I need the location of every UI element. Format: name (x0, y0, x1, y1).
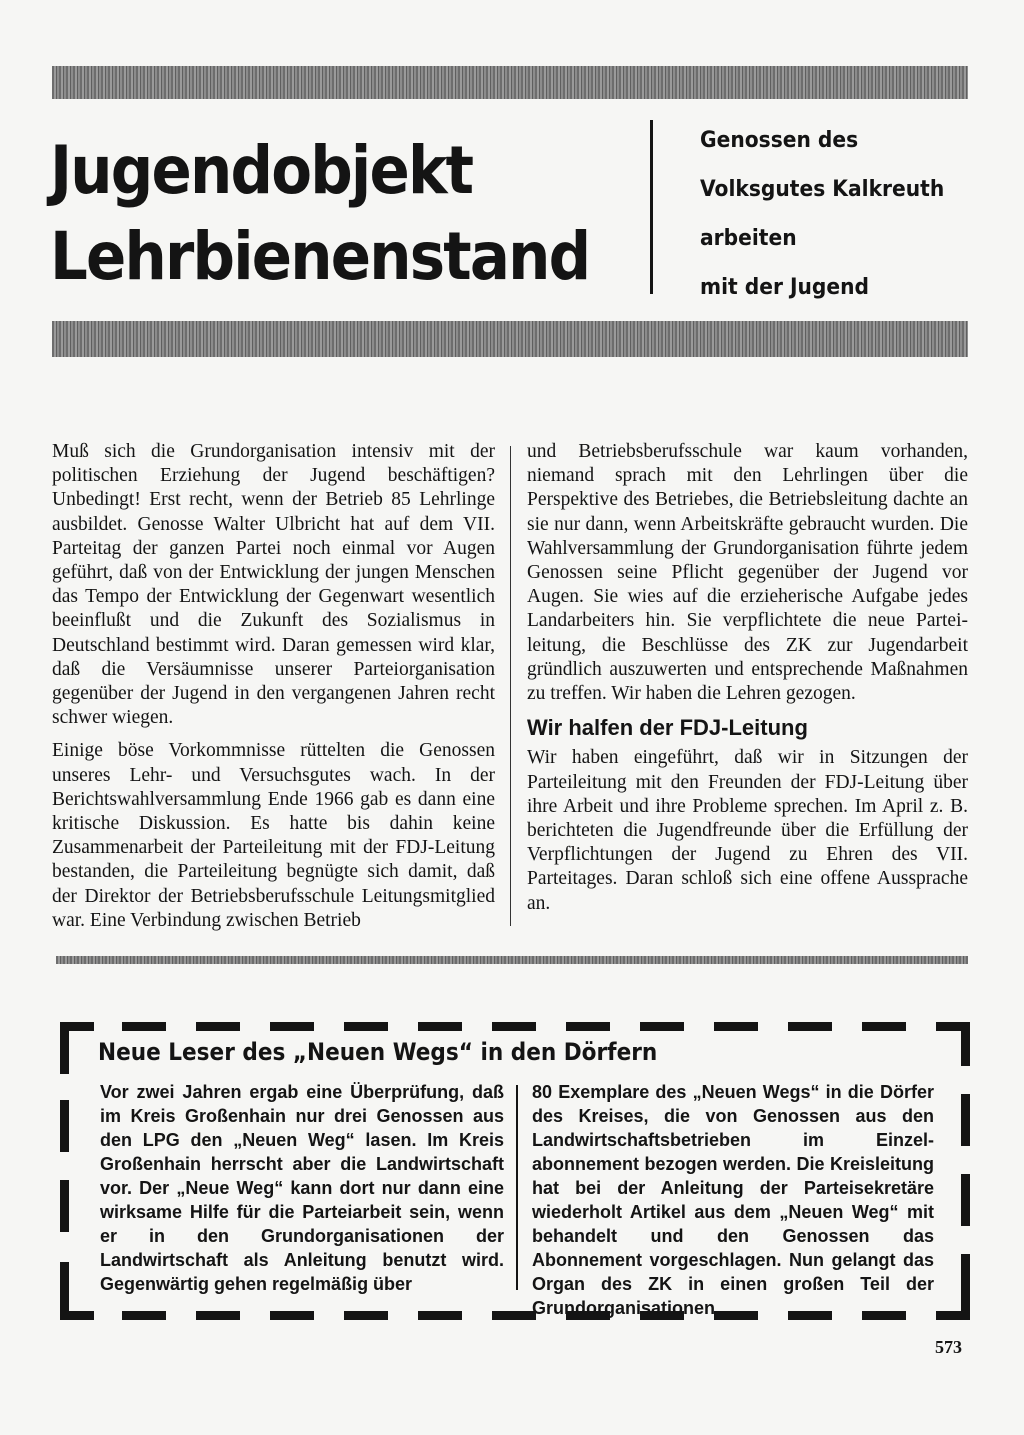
article-paragraph: und Betriebsberufsschule war kaum vorhanden, niemand sprach mit den Lehrlingen über die Perspektive des Betriebes, die Betriebsleitung dachte an sie nur dann, wenn Arbeitskräfte gebraucht wurden. Die Wahlversammlung der Grundorganisation führte jedem Genossen seine Pflicht gegenüber der Jugend vor Augen. Sie wies auf die erzieherische Aufgabe jedes Landarbeiters hin. Sie verpflichtete die neue Parteileitung, die Beschlüsse des ZK zur Jugendarbeit gründlich auszuwerten und entsprechende Maßnahmen zu treffen. Wir haben die Lehren gezogen. (527, 441, 968, 705)
frame-dash (344, 1311, 388, 1320)
headline-line-2: Lehrbienenstand (50, 218, 590, 295)
frame-dash (714, 1022, 758, 1031)
frame-dash (418, 1022, 462, 1031)
frame-dash (122, 1311, 166, 1320)
frame-dash (196, 1022, 240, 1031)
box-column-2: 80 Exemplare des „Neuen Wegs“ in die Dörfer des Kreises, die von Genossen aus den Landwirtschaftsbetrieben im Einzelabonnement bezogen werden. Die Kreisleitung hat bei der Anleitung der Parteisekretäre wiederholt Artikel aus dem „Neuen Weg“ mit behandelt und den Genossen das Abonnement vorgeschlagen. Nun gelangt das Organ des ZK in einen großen Teil der Grundorganisationen. (532, 1082, 934, 1318)
frame-dash (492, 1311, 536, 1320)
subhead-line: mit der Jugend (700, 275, 870, 300)
page-number: 573 (935, 1337, 962, 1357)
subhead-line: Volksgutes Kalkreuth (700, 177, 945, 202)
frame-dash (961, 1174, 970, 1226)
frame-dash (122, 1022, 166, 1031)
frame-dash (936, 1311, 970, 1320)
frame-corner (961, 1022, 970, 1066)
section-separator-bar (56, 956, 968, 964)
article-column-2 (527, 440, 968, 925)
frame-dash (418, 1311, 462, 1320)
box-title: Neue Leser des „Neuen Wegs“ in den Dörfern (98, 1038, 658, 1066)
frame-dash (492, 1022, 536, 1031)
frame-dash (862, 1022, 906, 1031)
frame-dash (344, 1022, 388, 1031)
article-paragraph: Einige böse Vorkommnisse rüttelten die Genossen unseres Lehr- und Versuchsgutes wach. In der Berichtswahlversammlung Ende 1966 gab es dann eine kritische Diskussion. Es hatte bis dahin keine Zusammenarbeit der Parteileitung mit der FDJ-Leitung bestanden, die Parteileitung begnügte sich damit, daß der Direktor der Betriebsberufsschule Leitungsmitglied war. Eine Verbindung zwischen Betrieb (52, 740, 495, 931)
subhead-line: arbeiten (700, 226, 797, 251)
column-divider (510, 446, 511, 926)
frame-dash (270, 1022, 314, 1031)
top-decorative-bar (52, 66, 968, 99)
headline (50, 128, 590, 300)
frame-dash (961, 1094, 970, 1146)
headline-line-1: Jugendobjekt (50, 132, 473, 209)
box-column-1: Vor zwei Jahren ergab eine Überprüfung, daß im Kreis Großenhain nur drei Genossen aus den LPG den „Neuen Weg“ lasen. Im Kreis Großenhain herrscht aber die Landwirtschaft vor. Der „Neue Weg“ kann dort nur dann eine wirksame Hilfe für die Parteiarbeit sein, wenn er in den Grundorganisationen der Landwirtschaft als Anleitung benutzt wird. Gegenwärtig gehen regelmäßig über (100, 1082, 504, 1294)
subhead-line: Genossen des (700, 128, 859, 153)
frame-dash (640, 1022, 684, 1031)
article-column-1 (52, 440, 495, 942)
frame-dash (60, 1100, 69, 1152)
headline-divider (650, 120, 653, 294)
subheadline (700, 116, 967, 312)
article-paragraph: Muß sich die Grundorganisation intensiv mit der politischen Erziehung der Jugend beschäftigen? Unbedingt! Erst recht, wenn der Betrieb 85 Lehrlinge ausbildet. Genosse Walter Ulbricht hat auf dem VII. Parteitag der ganzen Partei noch einmal vor Augen geführt, daß von der Entwicklung der jungen Menschen das Tempo der Entwicklung der Gegenwart wesentlich beeinflußt und die Zukunft des Sozialismus in Deutschland bestimmt wird. Daran gemessen wird klar, daß die Versäumnisse unserer Parteiorganisation gegenüber der Jugend in den vergangenen Jahren recht schwer wiegen. (52, 441, 495, 729)
frame-dash (60, 1311, 94, 1320)
frame-dash (60, 1180, 69, 1232)
frame-dash (270, 1311, 314, 1320)
frame-dash (60, 1022, 94, 1031)
frame-dash (788, 1022, 832, 1031)
frame-dash (566, 1022, 610, 1031)
section-heading: Wir halfen der FDJ-Leitung (527, 715, 808, 741)
box-column-divider (516, 1085, 518, 1290)
bottom-decorative-bar (52, 321, 968, 357)
article-paragraph: Wir haben eingeführt, daß wir in Sitzungen der Parteileitung mit den Freunden der FDJ-Leitung über ihre Arbeit und ihre Probleme sprechen. Im April z. B. berichteten die Jugendfreunde über die Erfüllung der Verpflichtungen der Jugend zu Ehren des VII. Parteitages. Daran schloß sich eine offene Aussprache an. (527, 747, 968, 914)
frame-dash (196, 1311, 240, 1320)
